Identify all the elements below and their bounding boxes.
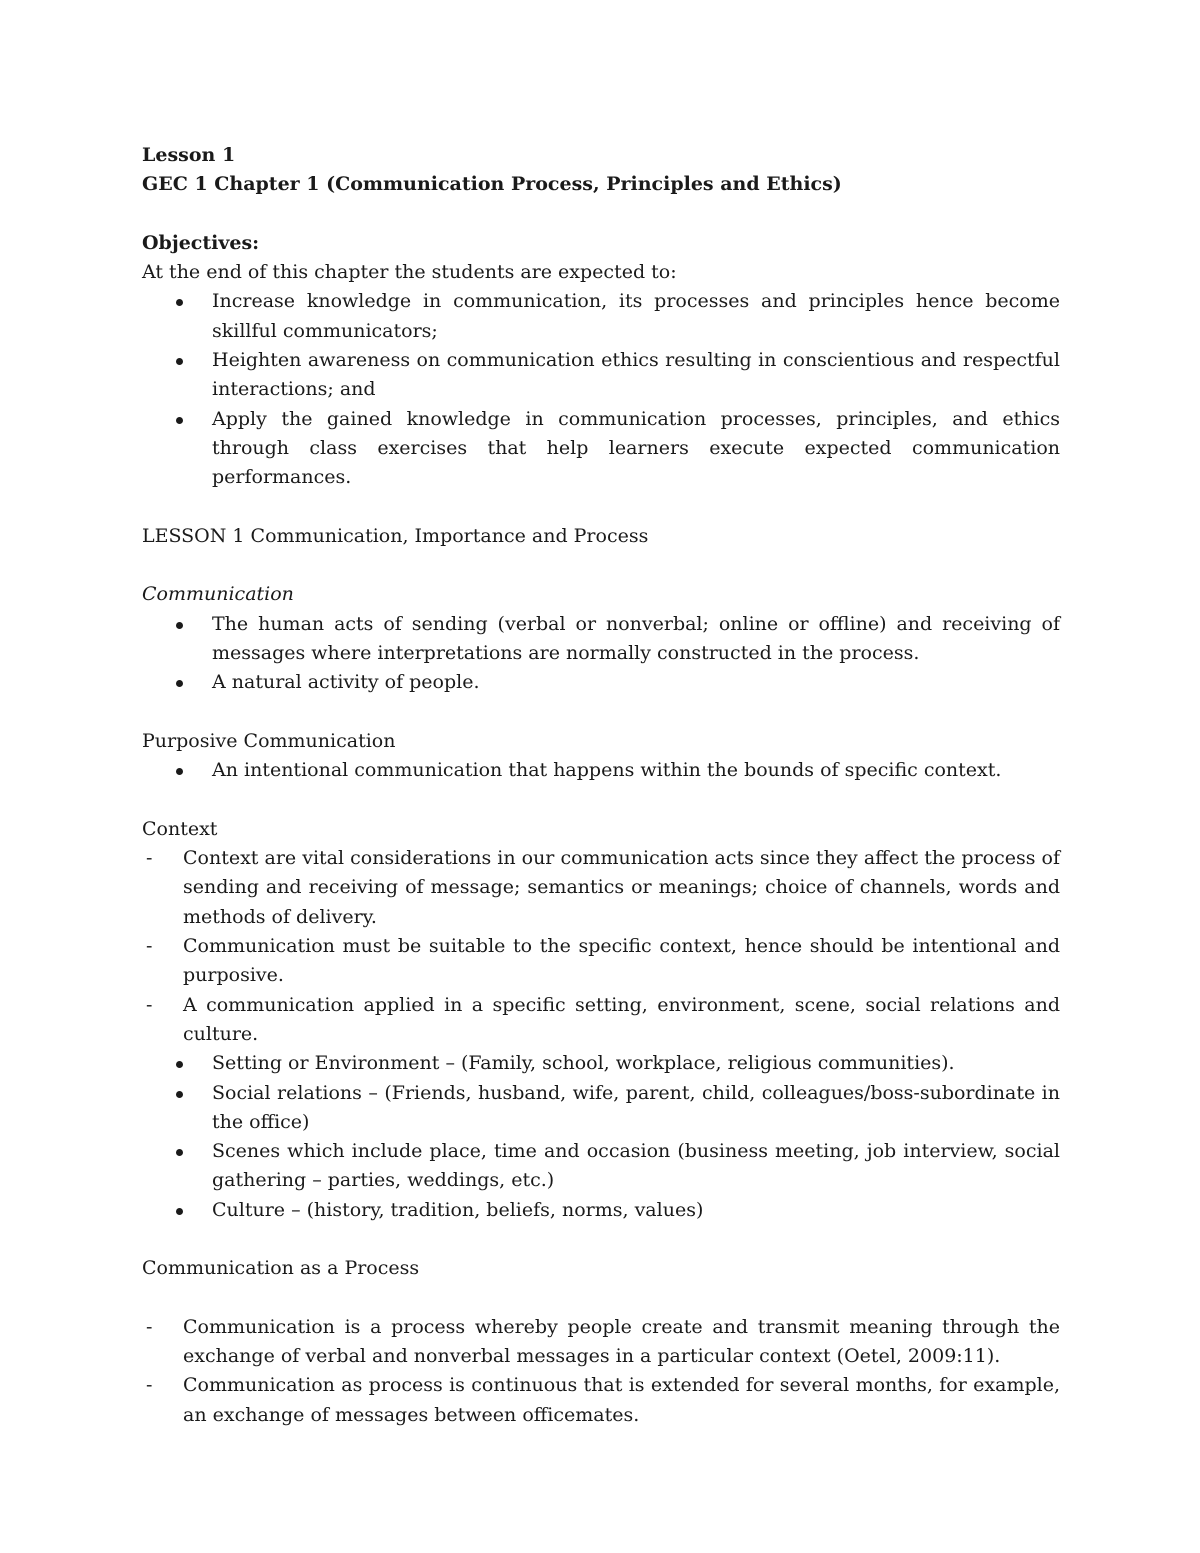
bullet-icon [176,1091,183,1098]
list-item: Heighten awareness on communication ethics resulting in conscientious and respectful interactions; and [142,346,1060,405]
document-body [142,141,1060,1430]
list-item: - Communication as process is continuous that is extended for several months, for example, an exchange of messages between officemates. [142,1371,1060,1430]
process-heading: Communication as a Process [142,1257,420,1280]
bullet-icon [176,768,183,775]
context-dash-list [142,844,1060,1049]
list-item: Scenes which include place, time and occasion (business meeting, job interview, social gathering – parties, weddings, etc.) [142,1137,1060,1196]
communication-heading: Communication [142,583,294,606]
list-item: - Communication must be suitable to the specific context, hence should be intentional and purposive. [142,932,1060,991]
bullet-icon [176,680,183,687]
objectives-intro: At the end of this chapter the students are expected to: [142,261,677,284]
dash-marker: - [146,935,153,958]
bullet-icon [176,1061,183,1068]
chapter-title: GEC 1 Chapter 1 (Communication Process, Principles and Ethics) [142,173,842,196]
context-sub-list [142,1049,1060,1225]
objectives-list [142,287,1060,492]
dash-marker: - [146,847,153,870]
list-item: Increase knowledge in communication, its processes and principles hence become skillful communicators; [142,287,1060,346]
bullet-icon [176,358,183,365]
list-item: - Context are vital considerations in our communication acts since they affect the process of sending and receiving of message; semantics or meanings; choice of channels, words and methods of delivery. [142,844,1060,932]
dash-marker: - [146,1315,153,1338]
bullet-icon [176,622,183,629]
context-heading: Context [142,817,218,840]
communication-list [142,610,1060,698]
lesson-title: LESSON 1 Communication, Importance and Process [142,524,649,547]
list-item: Apply the gained knowledge in communication processes, principles, and ethics through class exercises that help learners execute expected communication performances. [142,405,1060,493]
bullet-icon [176,1149,183,1156]
bullet-icon [176,299,183,306]
bullet-icon [176,1208,183,1215]
list-item: - A communication applied in a specific setting, environment, scene, social relations and culture. [142,991,1060,1050]
dash-marker: - [146,1374,153,1397]
list-item: Social relations – (Friends, husband, wife, parent, child, colleagues/boss-subordinate in the office) [142,1079,1060,1138]
list-item: Setting or Environment – (Family, school, workplace, religious communities). [142,1049,1060,1078]
objectives-heading: Objectives: [142,231,260,254]
list-item: The human acts of sending (verbal or nonverbal; online or offline) and receiving of messages where interpretations are normally constructed in the process. [142,610,1060,669]
list-item: Culture – (history, tradition, beliefs, norms, values) [142,1196,1060,1225]
dash-marker: - [146,993,153,1016]
list-item: - Communication is a process whereby people create and transmit meaning through the exchange of verbal and nonverbal messages in a particular context (Oetel, 2009:11). [142,1313,1060,1372]
list-item: A natural activity of people. [142,668,1060,697]
bullet-icon [176,417,183,424]
purposive-list [142,756,1060,785]
purposive-heading: Purposive Communication [142,729,396,752]
lesson-label: Lesson 1 [142,144,236,166]
process-dash-list [142,1313,1060,1430]
list-item: An intentional communication that happens within the bounds of specific context. [142,756,1060,785]
